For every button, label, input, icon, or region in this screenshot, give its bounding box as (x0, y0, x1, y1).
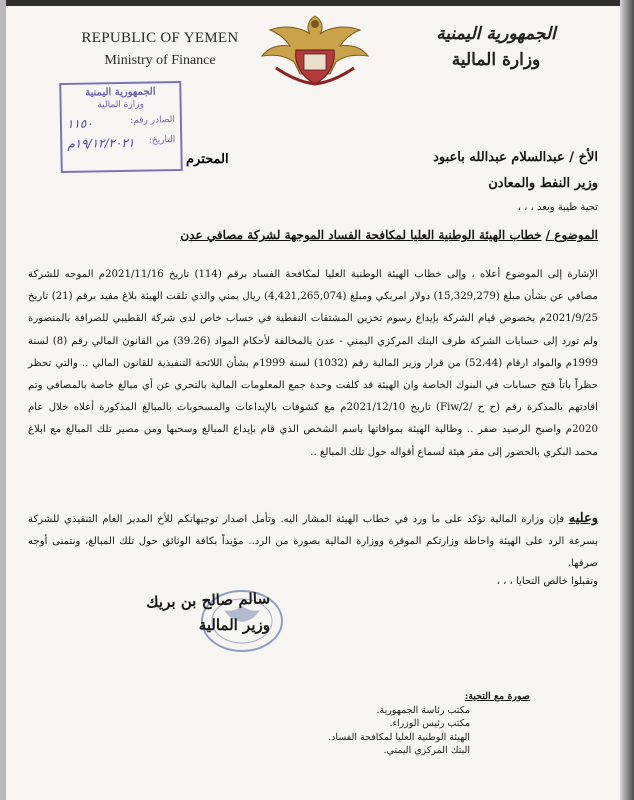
stamp-outgoing-label: الصادر رقم: (130, 115, 175, 126)
copies-list (270, 690, 530, 758)
stamp-republic: الجمهورية اليمنية (85, 86, 156, 99)
photo-edge-right (620, 0, 634, 800)
english-letterhead (70, 30, 250, 69)
copies-item: الهيئة الوطنية العليا لمكافحة الفساد. (328, 731, 470, 743)
stamp-outgoing-number: ١١٥٠ (66, 116, 93, 131)
copies-item: مكتب رئاسة الجمهورية. (376, 704, 470, 716)
copies-item: البنك المركزي اليمني. (383, 745, 470, 756)
copies-item: مكتب رئيس الوزراء. (389, 718, 470, 729)
signatory-title: وزير المالية (198, 616, 270, 634)
letter-body: الإشارة إلى الموضوع أعلاه ، وإلى خطاب الهيئة الوطنية العليا لمكافحة الفساد برقم (114) تاريخ 2021/11/16م الموجه للشركة مصافي عن بشأن مبلغ (15,329,279) دولار امريكي ومبلغ (4,421,265,074) ريال يمني والذي تلقت الهيئة بلاغ مفيد برقم (21) تاريخ 2021/9/25م بخصوص قيام الشركة بإيداع رسوم تخزين المشتقات النفطية في حساب خاص لدى شركة القطيبي للصرافة بالمنصورة ولم تورد إلى حسابات الشركة طرف البنك المركزي اليمني - عدن بالمخالفة لأحكام المواد (39.26) من القانون المالي رقم (8) لسنة 1999م والمواد ارقام (52،44) من قرار وزير المالية رقم (1032) لسنة 1999م بشأن اللائحة التنفيذية للقانون المالي .. والتي تحظر حظراً باتاً فتح حسابات في البنوك الخاصة وان الهيئة قد كلفت وحدة جمع المعلومات المالية بالتحري عن أي مبالغ خاصة بالمصافي وتم اقادتهم بالمذكرة رقم (ح ح /2/Fiw) تاريخ 2021/12/10م مع كشوفات بالإيداعات والمسحوبات بالمبالغ المذكورة أعلاه خلال عام 2020م واصبح الرصيد صفر .. وطالبة الهيئة بموافاتها باسم الشخص الذي قام بإيداع المبالغ وسحبها ومن مصير تلك المبالغ مع ابلاغ محمد البكري بالحضور إلى مقر هيئة لسماع أقواله حول تلك المبالغ .. (28, 269, 599, 458)
stamp-date-label: التاريخ: (148, 135, 176, 146)
photo-edge-top (0, 0, 634, 6)
signatory-name: سالم صالح بن بريك (145, 589, 271, 612)
conclusion-text: فإن وزارة المالية تؤكد على ما ورد في خطاب الهيئة المشار اليه. وتأمل اصدار توجيهاتكم للأخ المدير العام التنفيذي للشركة بسرعة الرد على الهيئة واحاطة وزارتكم الموقرة ووزارة المالية بصورة من الرد.. مؤيداً بكافة الوثائق حول تلك المبالغ، ونتمنى أوجه صرفها. (28, 514, 598, 570)
subject-label: الموضوع / (545, 228, 598, 242)
photo-edge-left (0, 0, 6, 800)
yemen-eagle-emblem-icon (256, 10, 374, 90)
conclusion-paragraph (28, 508, 598, 576)
stamp-date-value: ١٩/١٢/٢٠٢١م (67, 135, 135, 151)
english-ministry-name: Ministry of Finance (104, 53, 216, 68)
minister-title: وزير النفط والمعادن (488, 176, 598, 191)
subject-text: خطاب الهيئة الوطنية العليا لمكافحة الفساد الموجهة لشركة مصافي عدن (180, 228, 542, 242)
signature-block (110, 589, 271, 634)
addressee-line: الأخ / عبدالسلام عبدالله باعبود (433, 150, 598, 165)
greeting-line: تحية طيبة وبعد ، ، ، (517, 202, 598, 213)
arabic-republic-name: الجمهورية اليمنية (436, 24, 556, 44)
english-republic-name: REPUBLIC OF YEMEN (81, 30, 239, 46)
stamp-ministry: وزارة المالية (97, 99, 144, 111)
copies-title: صورة مع التحية: (464, 691, 530, 702)
arabic-ministry-name: وزارة المالية (451, 50, 541, 70)
respected-title: المحترم (186, 152, 229, 167)
closing-line: وتقبلوا خالص التحايا ، ، ، (496, 576, 598, 587)
subject-line (38, 228, 598, 242)
arabic-letterhead (406, 24, 586, 70)
conclusion-label: وعليه (568, 511, 598, 526)
